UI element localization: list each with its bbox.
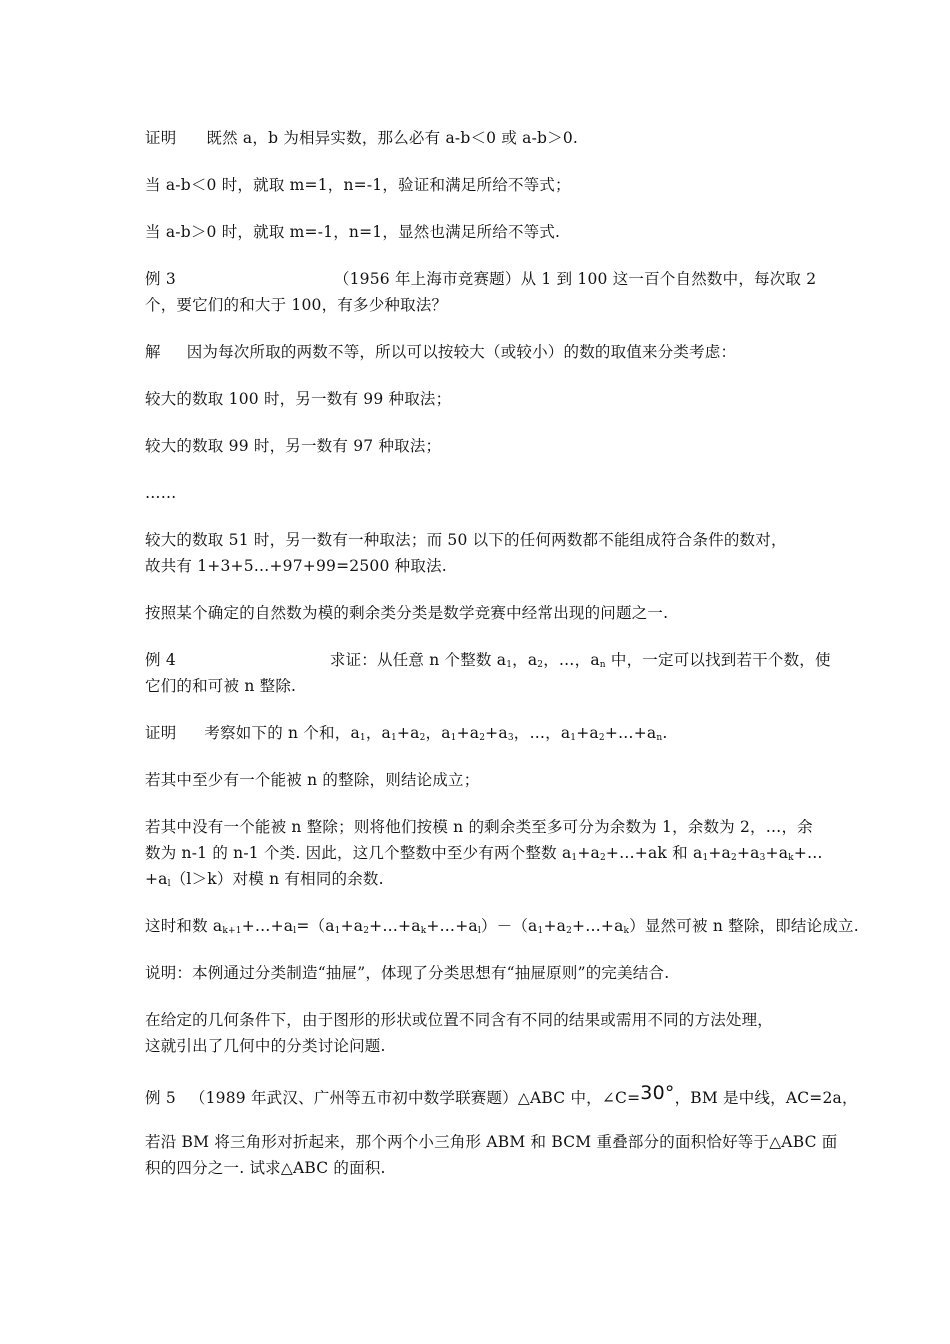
example-5-line-2: 若沿 BM 将三角形对折起来，那个两个小三角形 ABM 和 BCM 重叠部分的面积恰好等于△ABC 面 <box>145 1133 838 1151</box>
case-51-line-1: 较大的数取 51 时，另一数有一种取法；而 50 以下的任何两数都不能组成符合条件的数对， <box>145 531 787 549</box>
example-5-line-1: 例 5 （1989 年武汉、广州等五市初中数学联赛题）△ABC 中，∠C=30°，BM 是中线，AC=2a， <box>145 1082 858 1107</box>
proof-label: 证明 <box>145 129 177 147</box>
example-3-line-2: 个，要它们的和大于 100，有多少种取法？ <box>145 296 448 314</box>
sum-difference-line: 这时和数 $a_{k+1}+\dots+a_l=(a_1+a_2+\dots+a_k+\dots+a_l)-(a_1+a_2+\dots+a_k)$显然可被 n 整除，即结论成立. <box>145 917 859 936</box>
example-4-line-2: 它们的和可被 n 整除. <box>145 677 297 695</box>
conclusion-case-2-line-3: $+a_l(l>k)$对模 n 有相同的余数. <box>145 870 384 889</box>
example-3-text: （1956 年上海市竞赛题）从 1 到 100 这一百个自然数中，每次取 2 <box>333 270 817 288</box>
paragraph-case-positive: 当 a-b＞0 时，就取 m=-1，n=1，显然也满足所给不等式. <box>145 223 561 241</box>
example-4-line-1: 例 4 求证：从任意 n 个整数 $a_1$，$a_2$，…，$a_n$ 中，一定可以找到若干个数，使 <box>145 651 831 670</box>
paragraph-case-negative: 当 a-b＜0 时，就取 m=1，n=-1，验证和满足所给不等式； <box>145 176 571 194</box>
solution-text: 因为每次所取的两数不等，所以可以按较大（或较小）的数的取值来分类考虑： <box>186 343 737 361</box>
proof-text: 既然 a，b 为相异实数，那么必有 a-b＜0 或 a-b＞0. <box>206 129 579 147</box>
solution-label: 解 <box>145 343 161 361</box>
proof-paragraph-1 <box>145 124 807 152</box>
solution-paragraph <box>145 338 807 366</box>
example-3-line-1 <box>145 265 817 293</box>
conclusion-case-2-line-2: 数为 n-1 的 n-1 个类. 因此，这几个整数中至少有两个整数 $a_1+a_2+\dots+ak$ 和 $a_1+a_2+a_3+a_k+\dots$ <box>145 844 823 863</box>
case-51-line-2: 故共有 1+3+5…+97+99=2500 种取法. <box>145 557 447 575</box>
geometry-intro-line-1: 在给定的几何条件下，由于图形的形状或位置不同含有不同的结果或需用不同的方法处理， <box>145 1011 774 1029</box>
residue-class-remark: 按照某个确定的自然数为模的剩余类分类是数学竞赛中经常出现的问题之一. <box>145 604 669 622</box>
example-3-label: 例 3 <box>145 270 176 288</box>
example-5-line-3: 积的四分之一. 试求△ABC 的面积. <box>145 1159 386 1177</box>
conclusion-case-2-line-1: 若其中没有一个能被 n 整除；则将他们按模 n 的剩余类至多可分为余数为 1，余数为 2，…，余 <box>145 818 813 836</box>
conclusion-case-1: 若其中至少有一个能被 n 的整除，则结论成立； <box>145 771 480 789</box>
case-99: 较大的数取 99 时，另一数有 97 种取法； <box>145 437 442 455</box>
geometry-intro-line-2: 这就引出了几何中的分类讨论问题. <box>145 1037 386 1055</box>
example-5-label: 例 5 <box>145 1089 176 1107</box>
explanation-paragraph: 说明：本例通过分类制造“抽屉”，体现了分类思想有“抽屉原则”的完美结合. <box>145 964 670 982</box>
proof-paragraph-2: 证明 考察如下的 n 个和，$a_1$，$a_1+a_2$，$a_1+a_2+a_3$，…，$a_1+a_2+\dots+a_n$. <box>145 724 668 743</box>
ellipsis-line: …… <box>145 484 177 502</box>
case-100: 较大的数取 100 时，另一数有 99 种取法； <box>145 390 452 408</box>
proof-label-2: 证明 <box>145 724 177 742</box>
example-4-label: 例 4 <box>145 651 176 669</box>
angle-30-degrees: 30° <box>640 1082 675 1104</box>
